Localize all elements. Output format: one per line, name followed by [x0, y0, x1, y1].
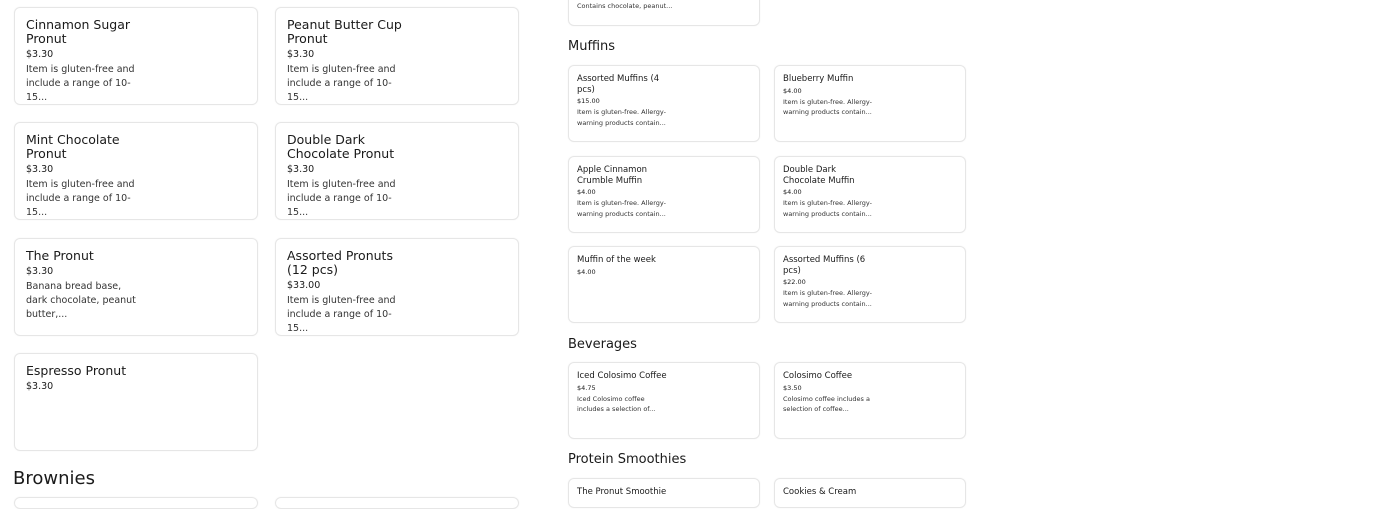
menu-item-card[interactable]: [14, 353, 258, 451]
menu-item-card[interactable]: [14, 7, 258, 105]
item-price: $4.00: [783, 188, 802, 196]
menu-item-card[interactable]: [774, 156, 966, 233]
item-description: Contains chocolate, peanut...: [577, 2, 673, 10]
menu-item-card[interactable]: [774, 65, 966, 142]
section-title-brownies: Brownies: [13, 468, 95, 489]
item-name: Espresso Pronut: [26, 363, 127, 378]
item-name: Peanut Butter Cup Pronut: [287, 17, 402, 46]
menu-item-card[interactable]: [568, 156, 760, 233]
section-title-beverages: Beverages: [568, 337, 637, 352]
menu-item-card[interactable]: [774, 478, 966, 508]
item-price: $3.30: [26, 266, 54, 277]
menu-item-card[interactable]: [14, 122, 258, 220]
section-title-muffins: Muffins: [568, 39, 616, 54]
item-name: Muffin of the week: [577, 255, 656, 265]
item-price: $22.00: [783, 278, 806, 286]
item-name: Colosimo Coffee: [783, 371, 853, 381]
item-name: Apple Cinnamon Crumble Muffin: [577, 165, 648, 186]
menu-item-card[interactable]: [275, 238, 519, 336]
menu-item-card[interactable]: [275, 497, 519, 509]
item-price: $3.30: [26, 381, 54, 392]
item-price: $4.75: [577, 383, 596, 392]
item-price: $4.00: [577, 188, 596, 196]
item-name: Assorted Pronuts (12 pcs): [287, 248, 393, 277]
item-name: The Pronut: [26, 248, 94, 263]
item-name: Mint Chocolate Pronut: [26, 132, 120, 161]
menu-item-card[interactable]: [568, 478, 760, 508]
menu-item-card[interactable]: [14, 497, 258, 509]
item-name: Double Dark Chocolate Muffin: [783, 165, 855, 186]
item-price: $3.30: [26, 49, 54, 60]
item-name: Iced Colosimo Coffee: [577, 371, 667, 381]
item-description: Item is gluten-free and include a range of 10-15...: [26, 64, 135, 103]
item-description: Item is gluten-free. Allergy-warning products contain...: [783, 289, 872, 308]
menu-item-card[interactable]: [774, 246, 966, 323]
menu-item-card[interactable]: [568, 246, 760, 323]
menu-item-card[interactable]: [275, 122, 519, 220]
item-description: Item is gluten-free. Allergy-warning products contain...: [577, 199, 666, 218]
item-description: Item is gluten-free and include a range of 10-15...: [287, 179, 396, 218]
item-name: Cookies & Cream: [783, 487, 857, 497]
item-description: Item is gluten-free. Allergy-warning products contain...: [783, 199, 872, 218]
menu-item-card[interactable]: [275, 7, 519, 105]
item-description: Item is gluten-free. Allergy-warning products contain...: [783, 97, 872, 116]
item-name: The Pronut Smoothie: [577, 487, 667, 497]
item-description: Iced Colosimo coffee includes a selection of...: [577, 394, 656, 413]
item-description: Item is gluten-free and include a range of 10-15...: [26, 179, 135, 218]
item-price: $15.00: [577, 97, 600, 105]
item-description: Colosimo coffee includes a selection of coffee...: [783, 394, 870, 413]
menu-item-card[interactable]: [568, 0, 760, 26]
menu-item-card[interactable]: [14, 238, 258, 336]
item-price: $4.00: [783, 86, 802, 95]
menu-item-card[interactable]: [568, 65, 760, 142]
item-price: $3.30: [287, 164, 315, 175]
item-price: $3.30: [287, 49, 315, 60]
item-name: Assorted Muffins (6 pcs): [783, 255, 866, 276]
item-description: Item is gluten-free and include a range of 10-15...: [287, 64, 396, 103]
menu-item-card[interactable]: [568, 362, 760, 439]
item-name: Assorted Muffins (4 pcs): [577, 74, 660, 95]
item-price: $3.30: [26, 164, 54, 175]
item-price: $3.50: [783, 383, 802, 392]
item-description: Banana bread base, dark chocolate, peanut butter,...: [26, 281, 136, 320]
menu-item-card[interactable]: [774, 362, 966, 439]
item-price: $4.00: [577, 267, 596, 276]
item-name: Cinnamon Sugar Pronut: [26, 17, 131, 46]
item-description: Item is gluten-free and include a range of 10-15...: [287, 295, 396, 334]
item-description: Item is gluten-free. Allergy-warning products contain...: [577, 108, 666, 127]
item-price: $33.00: [287, 280, 321, 291]
section-title-protein-smoothies: Protein Smoothies: [568, 452, 687, 467]
item-name: Double Dark Chocolate Pronut: [287, 132, 395, 161]
item-name: Blueberry Muffin: [783, 74, 854, 84]
